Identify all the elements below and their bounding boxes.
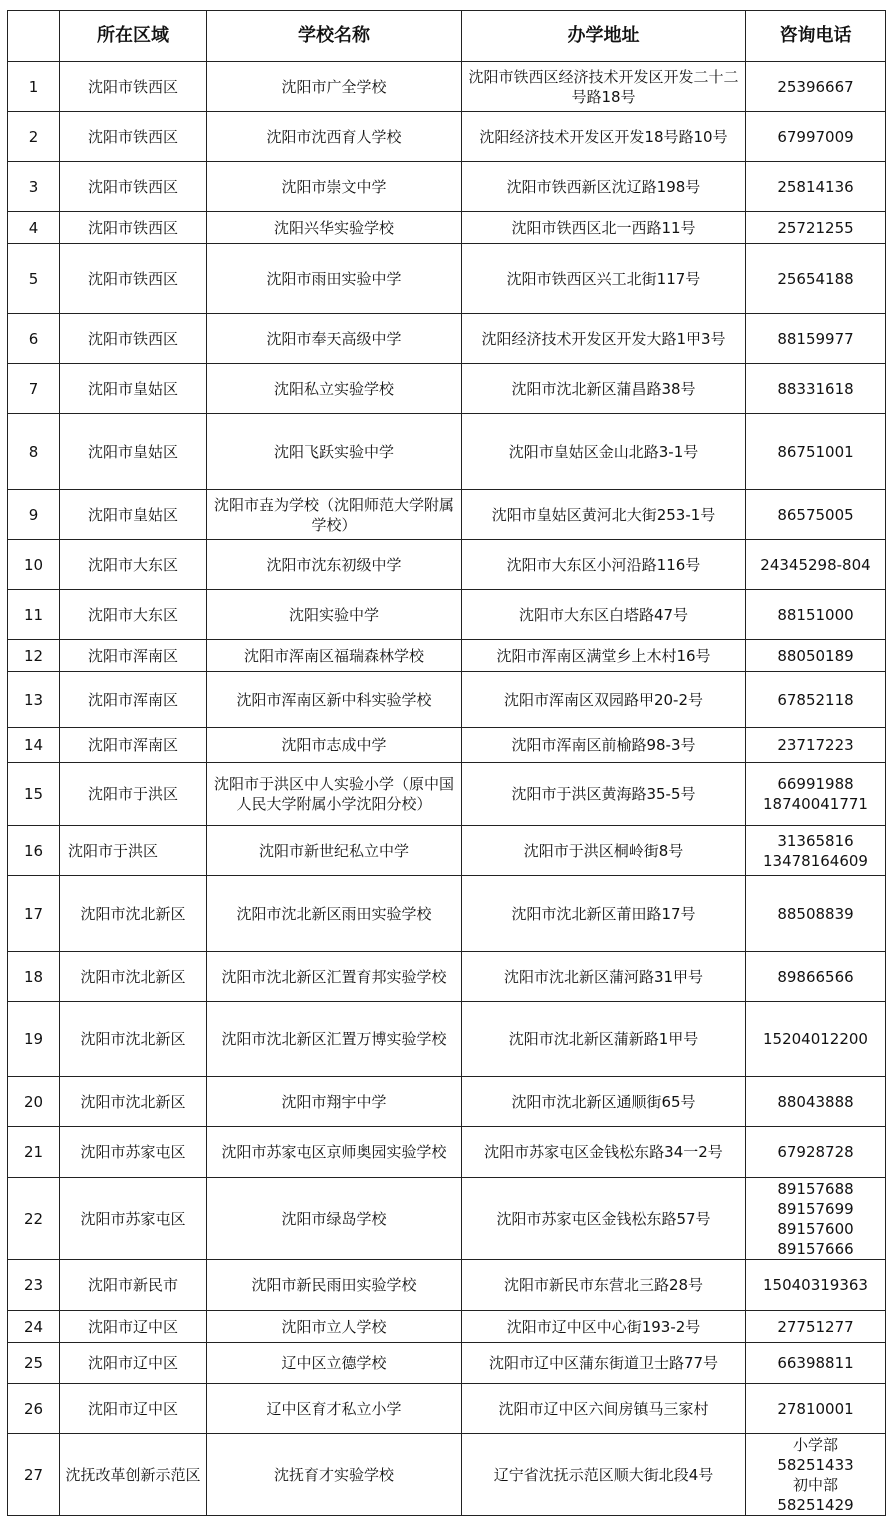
region-cell: 沈阳市沈北新区 xyxy=(60,952,207,1002)
address-cell: 沈阳市铁西区北一西路11号 xyxy=(462,212,746,244)
table-row xyxy=(8,826,886,876)
table-row xyxy=(8,414,886,490)
school-cell: 沈阳市沈东初级中学 xyxy=(207,540,462,590)
schools-table xyxy=(7,10,886,1516)
region-cell: 沈阳市辽中区 xyxy=(60,1384,207,1434)
row-number: 10 xyxy=(8,540,60,590)
header-row xyxy=(8,11,886,62)
phone-cell: 25721255 xyxy=(746,212,886,244)
row-number: 24 xyxy=(8,1311,60,1343)
school-cell: 沈阳市新世纪私立中学 xyxy=(207,826,462,876)
school-cell: 沈阳市沈北新区雨田实验学校 xyxy=(207,876,462,952)
row-number: 20 xyxy=(8,1077,60,1127)
table-row xyxy=(8,364,886,414)
school-cell: 沈阳市沈西育人学校 xyxy=(207,112,462,162)
phone-cell: 27810001 xyxy=(746,1384,886,1434)
address-cell: 沈阳市于洪区桐岭街8号 xyxy=(462,826,746,876)
table-row xyxy=(8,314,886,364)
address-cell: 沈阳市辽中区中心街193-2号 xyxy=(462,1311,746,1343)
table-row xyxy=(8,1002,886,1077)
address-cell: 沈阳市大东区白塔路47号 xyxy=(462,590,746,640)
school-cell: 沈阳市绿岛学校 xyxy=(207,1178,462,1260)
row-number: 21 xyxy=(8,1127,60,1178)
phone-cell: 67997009 xyxy=(746,112,886,162)
table-row xyxy=(8,1127,886,1178)
school-cell: 沈阳飞跃实验中学 xyxy=(207,414,462,490)
table-row xyxy=(8,728,886,763)
school-cell: 沈阳实验中学 xyxy=(207,590,462,640)
row-number: 22 xyxy=(8,1178,60,1260)
address-cell: 沈阳市铁西新区沈辽路198号 xyxy=(462,162,746,212)
address-cell: 沈阳市苏家屯区金钱松东路57号 xyxy=(462,1178,746,1260)
row-number: 9 xyxy=(8,490,60,540)
phone-cell: 86751001 xyxy=(746,414,886,490)
school-cell: 沈阳市新民雨田实验学校 xyxy=(207,1260,462,1311)
table-row xyxy=(8,1384,886,1434)
table-row xyxy=(8,62,886,112)
header-address: 办学地址 xyxy=(462,11,746,62)
row-number: 3 xyxy=(8,162,60,212)
row-number: 5 xyxy=(8,244,60,314)
school-cell: 沈阳兴华实验学校 xyxy=(207,212,462,244)
phone-cell: 15040319363 xyxy=(746,1260,886,1311)
school-cell: 沈阳市于洪区中人实验小学（原中国人民大学附属小学沈阳分校） xyxy=(207,763,462,826)
row-number: 7 xyxy=(8,364,60,414)
row-number: 14 xyxy=(8,728,60,763)
region-cell: 沈阳市浑南区 xyxy=(60,728,207,763)
region-cell: 沈阳市苏家屯区 xyxy=(60,1178,207,1260)
header-index xyxy=(8,11,60,62)
school-cell: 沈阳市苏家屯区京师奥园实验学校 xyxy=(207,1127,462,1178)
phone-cell: 23717223 xyxy=(746,728,886,763)
region-cell: 沈阳市浑南区 xyxy=(60,640,207,672)
address-cell: 沈阳市浑南区前榆路98-3号 xyxy=(462,728,746,763)
school-cell: 沈阳市浑南区新中科实验学校 xyxy=(207,672,462,728)
header-school: 学校名称 xyxy=(207,11,462,62)
table-row xyxy=(8,244,886,314)
school-cell: 沈阳市沈北新区汇置万博实验学校 xyxy=(207,1002,462,1077)
table-row xyxy=(8,1311,886,1343)
school-cell: 沈阳市奉天高级中学 xyxy=(207,314,462,364)
address-cell: 沈阳市辽中区六间房镇马三家村 xyxy=(462,1384,746,1434)
school-cell: 辽中区育才私立小学 xyxy=(207,1384,462,1434)
address-cell: 沈阳市皇姑区金山北路3-1号 xyxy=(462,414,746,490)
row-number: 23 xyxy=(8,1260,60,1311)
school-cell: 辽中区立德学校 xyxy=(207,1343,462,1384)
address-cell: 辽宁省沈抚示范区顺大街北段4号 xyxy=(462,1434,746,1516)
address-cell: 沈阳市新民市东营北三路28号 xyxy=(462,1260,746,1311)
region-cell: 沈阳市大东区 xyxy=(60,590,207,640)
row-number: 19 xyxy=(8,1002,60,1077)
address-cell: 沈阳市辽中区蒲东街道卫士路77号 xyxy=(462,1343,746,1384)
phone-cell: 88151000 xyxy=(746,590,886,640)
phone-cell: 31365816 13478164609 xyxy=(746,826,886,876)
school-cell: 沈阳市立人学校 xyxy=(207,1311,462,1343)
region-cell: 沈阳市大东区 xyxy=(60,540,207,590)
phone-cell: 88331618 xyxy=(746,364,886,414)
table-row xyxy=(8,763,886,826)
region-cell: 沈阳市皇姑区 xyxy=(60,364,207,414)
region-cell: 沈阳市辽中区 xyxy=(60,1311,207,1343)
region-cell: 沈阳市于洪区 xyxy=(60,826,207,876)
address-cell: 沈阳市铁西区兴工北街117号 xyxy=(462,244,746,314)
address-cell: 沈阳市大东区小河沿路116号 xyxy=(462,540,746,590)
phone-cell: 66398811 xyxy=(746,1343,886,1384)
address-cell: 沈阳市沈北新区蒲昌路38号 xyxy=(462,364,746,414)
phone-cell: 88159977 xyxy=(746,314,886,364)
row-number: 6 xyxy=(8,314,60,364)
address-cell: 沈阳市沈北新区通顺街65号 xyxy=(462,1077,746,1127)
phone-cell: 89157688 89157699 89157600 89157666 xyxy=(746,1178,886,1260)
address-cell: 沈阳经济技术开发区开发大路1甲3号 xyxy=(462,314,746,364)
table-row xyxy=(8,590,886,640)
phone-cell: 25396667 xyxy=(746,62,886,112)
region-cell: 沈阳市铁西区 xyxy=(60,162,207,212)
phone-cell: 67928728 xyxy=(746,1127,886,1178)
school-cell: 沈阳市壵为学校（沈阳师范大学附属学校） xyxy=(207,490,462,540)
table-row xyxy=(8,1260,886,1311)
region-cell: 沈抚改革创新示范区 xyxy=(60,1434,207,1516)
row-number: 27 xyxy=(8,1434,60,1516)
school-cell: 沈阳私立实验学校 xyxy=(207,364,462,414)
address-cell: 沈阳市铁西区经济技术开发区开发二十二号路18号 xyxy=(462,62,746,112)
school-cell: 沈阳市浑南区福瑞森林学校 xyxy=(207,640,462,672)
table-row xyxy=(8,1343,886,1384)
row-number: 2 xyxy=(8,112,60,162)
table-row xyxy=(8,876,886,952)
table-row xyxy=(8,672,886,728)
table-row xyxy=(8,640,886,672)
table-row xyxy=(8,1178,886,1260)
phone-cell: 15204012200 xyxy=(746,1002,886,1077)
school-cell: 沈阳市翔宇中学 xyxy=(207,1077,462,1127)
school-cell: 沈阳市志成中学 xyxy=(207,728,462,763)
table-row xyxy=(8,162,886,212)
table-row xyxy=(8,490,886,540)
address-cell: 沈阳市皇姑区黄河北大街253-1号 xyxy=(462,490,746,540)
school-cell: 沈阳市崇文中学 xyxy=(207,162,462,212)
region-cell: 沈阳市新民市 xyxy=(60,1260,207,1311)
region-cell: 沈阳市铁西区 xyxy=(60,314,207,364)
region-cell: 沈阳市铁西区 xyxy=(60,112,207,162)
region-cell: 沈阳市沈北新区 xyxy=(60,876,207,952)
phone-cell: 89866566 xyxy=(746,952,886,1002)
phone-cell: 86575005 xyxy=(746,490,886,540)
region-cell: 沈阳市铁西区 xyxy=(60,62,207,112)
table-row xyxy=(8,1434,886,1516)
table-row xyxy=(8,540,886,590)
row-number: 18 xyxy=(8,952,60,1002)
region-cell: 沈阳市于洪区 xyxy=(60,763,207,826)
phone-cell: 24345298-804 xyxy=(746,540,886,590)
phone-cell: 67852118 xyxy=(746,672,886,728)
region-cell: 沈阳市皇姑区 xyxy=(60,490,207,540)
table-row xyxy=(8,1077,886,1127)
row-number: 13 xyxy=(8,672,60,728)
phone-cell: 25814136 xyxy=(746,162,886,212)
address-cell: 沈阳市苏家屯区金钱松东路34一2号 xyxy=(462,1127,746,1178)
region-cell: 沈阳市铁西区 xyxy=(60,244,207,314)
phone-cell: 88508839 xyxy=(746,876,886,952)
phone-cell: 88043888 xyxy=(746,1077,886,1127)
region-cell: 沈阳市苏家屯区 xyxy=(60,1127,207,1178)
row-number: 1 xyxy=(8,62,60,112)
row-number: 15 xyxy=(8,763,60,826)
region-cell: 沈阳市沈北新区 xyxy=(60,1077,207,1127)
address-cell: 沈阳市浑南区满堂乡上木村16号 xyxy=(462,640,746,672)
region-cell: 沈阳市沈北新区 xyxy=(60,1002,207,1077)
row-number: 8 xyxy=(8,414,60,490)
region-cell: 沈阳市铁西区 xyxy=(60,212,207,244)
address-cell: 沈阳市沈北新区蒲新路1甲号 xyxy=(462,1002,746,1077)
header-region: 所在区域 xyxy=(60,11,207,62)
row-number: 11 xyxy=(8,590,60,640)
region-cell: 沈阳市皇姑区 xyxy=(60,414,207,490)
school-cell: 沈阳市雨田实验中学 xyxy=(207,244,462,314)
row-number: 12 xyxy=(8,640,60,672)
header-phone: 咨询电话 xyxy=(746,11,886,62)
phone-cell: 25654188 xyxy=(746,244,886,314)
table-row xyxy=(8,952,886,1002)
address-cell: 沈阳经济技术开发区开发18号路10号 xyxy=(462,112,746,162)
address-cell: 沈阳市浑南区双园路甲20-2号 xyxy=(462,672,746,728)
region-cell: 沈阳市辽中区 xyxy=(60,1343,207,1384)
table-row xyxy=(8,212,886,244)
table-row xyxy=(8,112,886,162)
address-cell: 沈阳市沈北新区莆田路17号 xyxy=(462,876,746,952)
row-number: 4 xyxy=(8,212,60,244)
phone-cell: 66991988 18740041771 xyxy=(746,763,886,826)
row-number: 16 xyxy=(8,826,60,876)
region-cell: 沈阳市浑南区 xyxy=(60,672,207,728)
address-cell: 沈阳市沈北新区蒲河路31甲号 xyxy=(462,952,746,1002)
school-cell: 沈抚育才实验学校 xyxy=(207,1434,462,1516)
school-cell: 沈阳市沈北新区汇置育邦实验学校 xyxy=(207,952,462,1002)
row-number: 25 xyxy=(8,1343,60,1384)
school-cell: 沈阳市广全学校 xyxy=(207,62,462,112)
row-number: 17 xyxy=(8,876,60,952)
row-number: 26 xyxy=(8,1384,60,1434)
phone-cell: 小学部 58251433 初中部 58251429 xyxy=(746,1434,886,1516)
address-cell: 沈阳市于洪区黄海路35-5号 xyxy=(462,763,746,826)
phone-cell: 27751277 xyxy=(746,1311,886,1343)
phone-cell: 88050189 xyxy=(746,640,886,672)
